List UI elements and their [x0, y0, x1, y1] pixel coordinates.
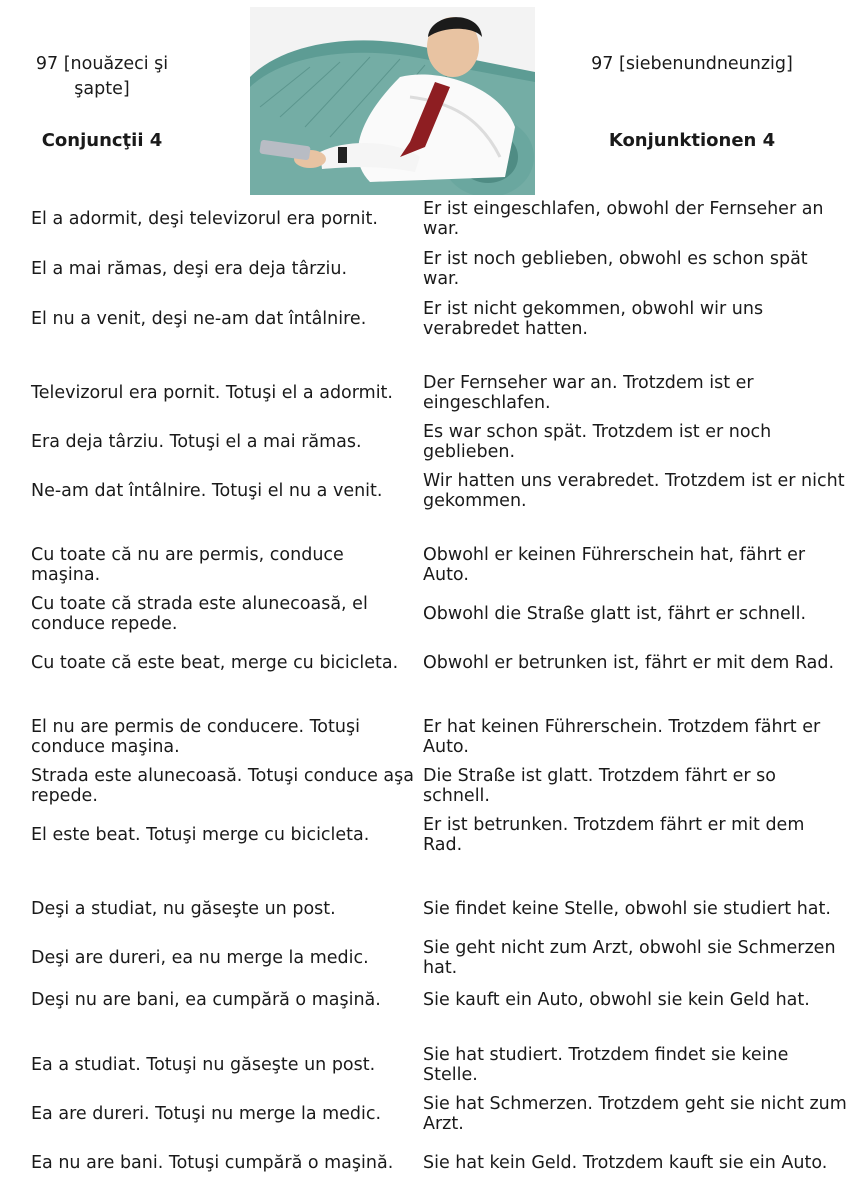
phrase-ro: El a mai rămas, deşi era deja târziu. — [31, 258, 348, 279]
phrase-row — [0, 245, 850, 293]
phrase-row — [0, 467, 850, 515]
phrase-row — [0, 295, 850, 343]
phrase-row — [0, 195, 850, 243]
phrase-de: Sie findet keine Stelle, obwohl sie studiert hat. — [423, 898, 831, 919]
phrase-de: Obwohl die Straße glatt ist, fährt er schnell. — [423, 603, 807, 624]
phrase-ro: Cu toate că este beat, merge cu bicicleta. — [31, 652, 399, 673]
phrase-de: Sie hat Schmerzen. Trotzdem geht sie nicht zum Arzt. — [423, 1093, 847, 1134]
header-right-title: Konjunktionen 4 — [608, 130, 776, 151]
phrase-de: Sie kauft ein Auto, obwohl sie kein Geld hat. — [423, 989, 810, 1010]
phrase-de: Er ist eingeschlafen, obwohl der Fernseher an war. — [423, 198, 824, 239]
phrase-ro: Strada este alunecoasă. Totuşi conduce aşa repede. — [31, 765, 414, 806]
phrase-de: Er ist betrunken. Trotzdem fährt er mit dem Rad. — [423, 814, 805, 855]
phrase-ro: El a adormit, deşi televizorul era pornit. — [31, 208, 378, 229]
phrase-row — [0, 369, 850, 417]
phrase-de: Er ist noch geblieben, obwohl es schon spät war. — [423, 248, 808, 289]
phrase-de: Sie geht nicht zum Arzt, obwohl sie Schmerzen hat. — [423, 937, 836, 978]
phrase-ro: Era deja târziu. Totuşi el a mai rămas. — [31, 431, 362, 452]
phrase-row — [0, 976, 850, 1024]
header-left-number: 97 [nouăzeci şi şapte] — [35, 54, 169, 99]
phrase-row — [0, 811, 850, 859]
header-photo — [250, 7, 535, 195]
phrase-de: Obwohl er keinen Führerschein hat, fährt er Auto. — [423, 544, 806, 585]
phrase-ro: Televizorul era pornit. Totuşi el a adormit. — [31, 382, 393, 403]
phrase-ro: Ea a studiat. Totuşi nu găseşte un post. — [31, 1054, 376, 1075]
phrase-row — [0, 639, 850, 687]
phrase-de: Wir hatten uns verabredet. Trotzdem ist er nicht gekommen. — [423, 470, 845, 511]
phrase-ro: Deşi are dureri, ea nu merge la medic. — [31, 947, 369, 968]
phrase-de: Sie hat studiert. Trotzdem findet sie keine Stelle. — [423, 1044, 789, 1085]
phrase-row — [0, 1139, 850, 1187]
phrase-ro: Cu toate că strada este alunecoasă, el conduce repede. — [31, 593, 368, 634]
phrase-ro: Deşi a studiat, nu găseşte un post. — [31, 898, 336, 919]
phrase-row — [0, 541, 850, 589]
phrase-row — [0, 1090, 850, 1138]
phrase-row — [0, 934, 850, 982]
phrase-de: Die Straße ist glatt. Trotzdem fährt er so schnell. — [423, 765, 776, 806]
phrase-de: Er ist nicht gekommen, obwohl wir uns verabredet hatten. — [423, 298, 764, 339]
phrase-ro: Ea are dureri. Totuşi nu merge la medic. — [31, 1103, 382, 1124]
phrase-de: Es war schon spät. Trotzdem ist er noch geblieben. — [423, 421, 772, 462]
phrase-de: Er hat keinen Führerschein. Trotzdem fährt er Auto. — [423, 716, 821, 757]
phrase-ro: Ne-am dat întâlnire. Totuşi el nu a venit. — [31, 480, 383, 501]
phrase-ro: Cu toate că nu are permis, conduce maşina. — [31, 544, 344, 585]
phrase-de: Obwohl er betrunken ist, fährt er mit dem Rad. — [423, 652, 835, 673]
header-left-title: Conjuncţii 4 — [41, 130, 163, 151]
phrase-ro: El nu a venit, deşi ne-am dat întâlnire. — [31, 308, 367, 329]
phrase-row — [0, 418, 850, 466]
phrase-de: Der Fernseher war an. Trotzdem ist er eingeschlafen. — [423, 372, 754, 413]
phrase-de: Sie hat kein Geld. Trotzdem kauft sie ein Auto. — [423, 1152, 828, 1173]
phrase-ro: El nu are permis de conducere. Totuşi conduce maşina. — [31, 716, 360, 757]
phrase-row — [0, 590, 850, 638]
phrase-row — [0, 762, 850, 810]
phrase-row — [0, 885, 850, 933]
header-right-number: 97 [siebenundneunzig] — [591, 54, 793, 74]
phrase-row — [0, 713, 850, 761]
phrase-ro: Ea nu are bani. Totuşi cumpără o maşină. — [31, 1152, 394, 1173]
phrase-ro: Deşi nu are bani, ea cumpără o maşină. — [31, 989, 381, 1010]
phrase-ro: El este beat. Totuşi merge cu bicicleta. — [31, 824, 370, 845]
phrase-row — [0, 1041, 850, 1089]
